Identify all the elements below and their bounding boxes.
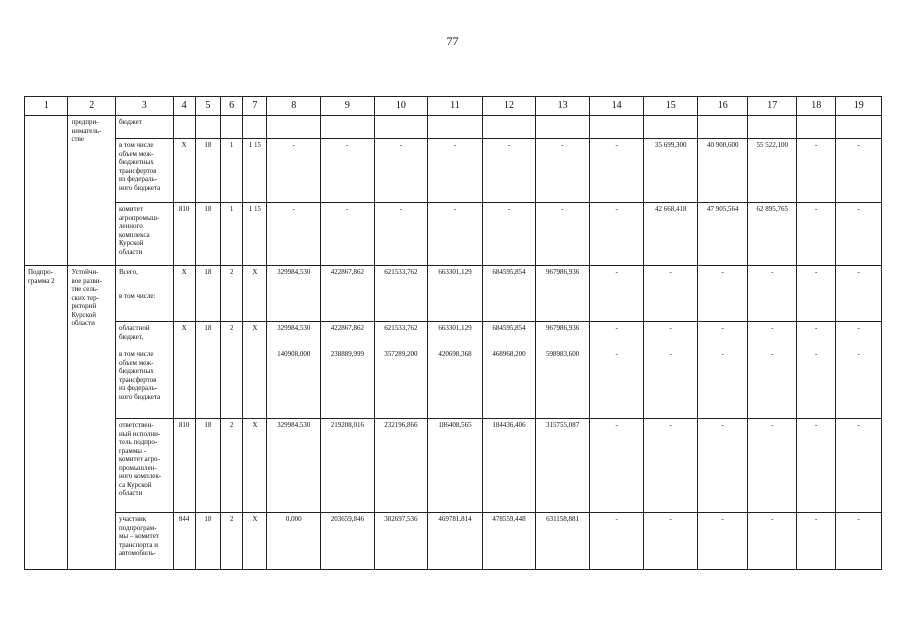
cell-value: - — [697, 419, 748, 513]
source-federal-label: в том числе объем меж- бюджетных трансфертов из федераль- ного бюджета — [118, 350, 161, 401]
cell-value: 329984,530 — [267, 419, 321, 513]
cell-value: 631158,881 — [536, 513, 590, 570]
table-row — [25, 139, 882, 203]
cell-grbs: X — [173, 266, 195, 322]
cell-value: - — [796, 419, 835, 513]
header-cell: 14 — [589, 97, 644, 116]
cell-value: - — [267, 203, 321, 266]
value-regional: - — [615, 324, 618, 332]
value-regional: - — [721, 324, 724, 332]
cell-code: 2 — [221, 419, 243, 513]
cell-value: - — [374, 139, 428, 203]
header-cell: 6 — [221, 97, 243, 116]
cell-value: - — [796, 266, 835, 322]
cell-value: - — [482, 139, 536, 203]
cell-value: 382697,536 — [374, 513, 428, 570]
cell-value: - — [321, 203, 375, 266]
cell-value: - — [697, 266, 748, 322]
cell-value: 47 905,564 — [697, 203, 748, 266]
cell-code: 18 — [195, 203, 220, 266]
table-row — [25, 203, 882, 266]
cell-value — [374, 322, 428, 419]
cell-value: - — [482, 203, 536, 266]
value-regional: 663301,129 — [438, 324, 472, 332]
cell-value: - — [836, 419, 882, 513]
value-federal: 468968,200 — [492, 349, 526, 358]
cell-value — [589, 322, 644, 419]
cell-value: 663301,129 — [428, 266, 483, 322]
cell-source: бюджет — [115, 116, 173, 139]
cell-value: 621533,762 — [374, 266, 428, 322]
cell-value: - — [796, 139, 835, 203]
cell-value: 40 900,600 — [697, 139, 748, 203]
value-federal: - — [669, 349, 672, 358]
cell-value: 967986,936 — [536, 266, 590, 322]
header-cell: 13 — [536, 97, 590, 116]
cell-value: - — [321, 139, 375, 203]
cell-code: 1 15 — [243, 203, 267, 266]
cell-code: X — [243, 322, 267, 419]
cell-value — [536, 322, 590, 419]
cell-grbs: 844 — [173, 513, 195, 570]
value-regional: 422867,862 — [330, 324, 364, 332]
cell-value: - — [428, 203, 483, 266]
header-cell: 11 — [428, 97, 483, 116]
cell-grbs: X — [173, 322, 195, 419]
cell-value: - — [536, 203, 590, 266]
value-federal: 140908,000 — [277, 349, 311, 358]
cell-code: 2 — [221, 513, 243, 570]
header-cell: 9 — [321, 97, 375, 116]
value-regional: 621533,762 — [384, 324, 418, 332]
cell-code: X — [243, 419, 267, 513]
cell-program-name: предпри- ниматель- стве — [68, 116, 115, 266]
header-cell: 17 — [748, 97, 797, 116]
value-federal: 598983,600 — [545, 349, 580, 358]
cell-value: - — [748, 513, 797, 570]
cell-value: - — [836, 513, 882, 570]
value-regional: 967986,936 — [545, 324, 580, 332]
cell-value: 684595,854 — [482, 266, 536, 322]
header-cell: 2 — [68, 97, 115, 116]
value-federal: - — [721, 349, 724, 358]
cell-code: 2 — [221, 266, 243, 322]
cell-value — [482, 322, 536, 419]
cell-grbs: X — [173, 139, 195, 203]
header-cell: 12 — [482, 97, 536, 116]
cell-value: 203659,846 — [321, 513, 375, 570]
cell-value — [836, 322, 882, 419]
cell-source — [115, 322, 173, 419]
cell-value: 42 668,418 — [644, 203, 698, 266]
cell-value — [644, 322, 698, 419]
cell-value: - — [644, 513, 698, 570]
cell-value — [748, 322, 797, 419]
cell-value: 184436,406 — [482, 419, 536, 513]
header-cell: 8 — [267, 97, 321, 116]
cell-value: - — [589, 513, 644, 570]
cell-value: - — [796, 203, 835, 266]
header-cell: 1 — [25, 97, 68, 116]
source-regional-label: областной бюджет, — [118, 324, 150, 341]
source-including-label: в том числе: — [118, 291, 156, 300]
header-cell: 18 — [796, 97, 835, 116]
value-federal: - — [857, 349, 860, 358]
cell-code: 2 — [221, 322, 243, 419]
budget-table — [24, 96, 882, 570]
cell-source: ответствен- ный исполни- тель подпро- граммы - комитет агро- промышлен- ного комплек- са Курской области — [115, 419, 173, 513]
cell-value: - — [644, 266, 698, 322]
cell-value — [267, 322, 321, 419]
cell-value: - — [589, 419, 644, 513]
cell-code: 18 — [195, 419, 220, 513]
cell-grbs: 810 — [173, 419, 195, 513]
cell-code: 18 — [195, 322, 220, 419]
header-cell: 5 — [195, 97, 220, 116]
cell-value: 232196,866 — [374, 419, 428, 513]
cell-code: 18 — [195, 266, 220, 322]
cell-value: 62 895,765 — [748, 203, 797, 266]
cell-code: 18 — [195, 139, 220, 203]
cell-value — [428, 322, 483, 419]
value-regional: - — [669, 324, 672, 332]
cell-value: - — [836, 266, 882, 322]
cell-value: - — [589, 139, 644, 203]
cell-program-name: Устойчи- вое разви- тие сель- ских тер- риторий Курской области — [68, 266, 115, 570]
table-row — [25, 266, 882, 322]
header-cell: 15 — [644, 97, 698, 116]
header-cell: 3 — [115, 97, 173, 116]
cell-value — [321, 322, 375, 419]
cell-code: 1 — [221, 139, 243, 203]
header-cell: 10 — [374, 97, 428, 116]
cell-value — [796, 322, 835, 419]
cell-value: - — [748, 419, 797, 513]
value-federal: 357289,200 — [384, 349, 418, 358]
cell-value: - — [589, 266, 644, 322]
cell-value: 186408,565 — [428, 419, 483, 513]
cell-value: 315755,087 — [536, 419, 590, 513]
cell-value: 422867,862 — [321, 266, 375, 322]
cell-code: 1 15 — [243, 139, 267, 203]
value-federal: - — [815, 349, 818, 358]
cell-value: - — [697, 513, 748, 570]
cell-value: 35 699,300 — [644, 139, 698, 203]
cell-source: участник подпрограм- мы – комитет транспорта и автомобиль- — [115, 513, 173, 570]
cell-value: - — [748, 266, 797, 322]
cell-value: 329984,530 — [267, 266, 321, 322]
cell-code: X — [243, 266, 267, 322]
cell-value: - — [644, 419, 698, 513]
header-row — [25, 97, 882, 116]
table-row — [25, 116, 882, 139]
cell-code: 18 — [195, 513, 220, 570]
cell-value: 219208,016 — [321, 419, 375, 513]
cell-value: - — [836, 203, 882, 266]
cell-value: - — [536, 139, 590, 203]
table-row — [25, 322, 882, 419]
cell-status: Подпро- грамма 2 — [25, 266, 68, 570]
header-cell: 4 — [173, 97, 195, 116]
table-row — [25, 419, 882, 513]
cell-source: в том числе объем меж- бюджетных трансфертов из федераль- ного бюджета — [115, 139, 173, 203]
value-regional: - — [771, 324, 774, 332]
value-federal: - — [771, 349, 774, 358]
header-cell: 16 — [697, 97, 748, 116]
value-federal: - — [615, 349, 618, 358]
header-cell: 19 — [836, 97, 882, 116]
cell-source: комитет агропромыш- ленного комплекса Курской области — [115, 203, 173, 266]
cell-code: 1 — [221, 203, 243, 266]
value-regional: 329984,530 — [277, 324, 311, 332]
cell-status — [25, 116, 68, 266]
cell-grbs: 810 — [173, 203, 195, 266]
cell-value: - — [796, 513, 835, 570]
cell-value: 55 522,100 — [748, 139, 797, 203]
cell-source — [115, 266, 173, 322]
page-number: 77 — [446, 34, 459, 48]
table-row — [25, 513, 882, 570]
cell-value: - — [374, 203, 428, 266]
source-total-label: Всего, — [118, 268, 138, 276]
cell-value — [697, 322, 748, 419]
cell-value: - — [267, 139, 321, 203]
cell-value: - — [428, 139, 483, 203]
value-regional: - — [857, 324, 860, 332]
value-federal: 238889,999 — [330, 349, 364, 358]
cell-code: X — [243, 513, 267, 570]
value-regional: 684595,854 — [492, 324, 526, 332]
value-federal: 420698,368 — [438, 349, 472, 358]
cell-value: - — [836, 139, 882, 203]
cell-value: 0,000 — [267, 513, 321, 570]
cell-value: - — [589, 203, 644, 266]
cell-value: 469781,814 — [428, 513, 483, 570]
value-regional: - — [815, 324, 818, 332]
cell-value: 478559,448 — [482, 513, 536, 570]
header-cell: 7 — [243, 97, 267, 116]
